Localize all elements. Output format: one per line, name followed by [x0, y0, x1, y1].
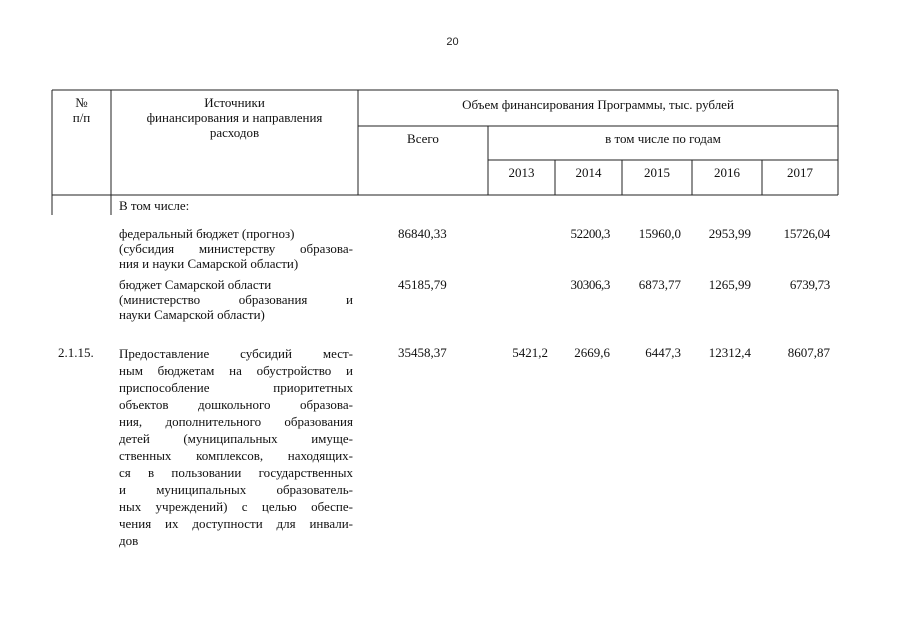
item-line: ственных комплексов, находящих-	[119, 448, 353, 463]
regional-2014: 30306,3	[570, 277, 610, 292]
item-2015: 6447,3	[645, 345, 681, 360]
source-line: ния и науки Самарской области)	[119, 256, 299, 271]
item-line: ся в пользовании государственных	[119, 465, 353, 480]
item-line: объектов дошкольного образова-	[119, 397, 353, 412]
item-line: ных учреждений) с целью обеспе-	[119, 499, 353, 514]
source-line: бюджет Самарской области	[119, 277, 272, 292]
header-sources-line: расходов	[209, 125, 260, 140]
header-year-2013: 2013	[508, 165, 535, 180]
item-line: ния, дополнительного образования	[119, 414, 353, 429]
item-line: Предоставление субсидий мест-	[119, 346, 353, 361]
item-line: и муниципальных образователь-	[119, 482, 353, 497]
header-sources-line: финансирования и направления	[146, 110, 323, 125]
item-line: детей (муниципальных имуще-	[119, 431, 353, 446]
header-year-2014: 2014	[575, 165, 602, 180]
header-year-2016: 2016	[714, 165, 740, 180]
header-volume: Объем финансирования Программы, тыс. рублей	[462, 97, 734, 112]
header-num	[52, 95, 111, 125]
item-line: ным бюджетам на обустройство и	[119, 363, 353, 378]
item-line: дов	[119, 533, 139, 548]
header-num-line: №	[75, 95, 88, 110]
header-num-line: п/п	[72, 110, 91, 125]
item-2016: 12312,4	[708, 345, 751, 360]
federal-total: 86840,33	[398, 226, 447, 241]
source-line: (министерство образования и	[119, 292, 353, 307]
federal-2015: 15960,0	[638, 226, 681, 241]
item-2013: 5421,2	[512, 345, 548, 360]
regional-2017: 6739,73	[789, 277, 830, 292]
source-line: федеральный бюджет (прогноз)	[119, 226, 295, 241]
including-label: В том числе:	[119, 198, 190, 213]
regional-2015: 6873,77	[638, 277, 681, 292]
source-line: (субсидия министерству образова-	[119, 241, 353, 256]
regional-total: 45185,79	[398, 277, 447, 292]
item-line: приспособление приоритетных	[119, 380, 353, 395]
source-line: науки Самарской области)	[119, 307, 265, 322]
header-sources-line: Источники	[204, 95, 265, 110]
page-number: 20	[446, 36, 459, 48]
item-total: 35458,37	[398, 345, 447, 360]
federal-source	[119, 226, 353, 271]
header-sources	[111, 95, 358, 140]
header-total: Всего	[407, 131, 439, 146]
item-2017: 8607,87	[787, 345, 830, 360]
item-line: чения их доступности для инвали-	[119, 516, 353, 531]
federal-2016: 2953,99	[708, 226, 751, 241]
item-description	[119, 345, 353, 549]
header-by-years: в том числе по годам	[605, 131, 721, 146]
federal-2014: 52200,3	[570, 226, 610, 241]
header-year-2015: 2015	[644, 165, 670, 180]
header-year-2017: 2017	[787, 165, 813, 180]
item-number: 2.1.15.	[58, 345, 94, 360]
federal-2017: 15726,04	[783, 226, 830, 241]
regional-source	[119, 277, 353, 322]
regional-2016: 1265,99	[708, 277, 751, 292]
item-2014: 2669,6	[574, 345, 610, 360]
